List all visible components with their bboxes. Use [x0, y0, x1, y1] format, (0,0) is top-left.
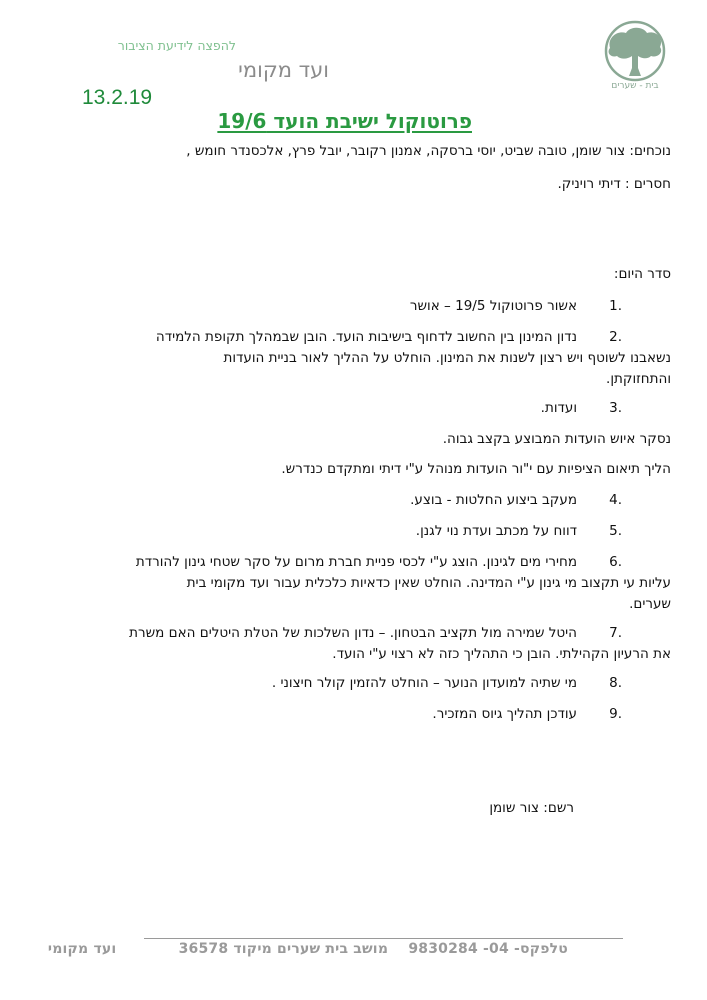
distribution-tagline: להפצה לידיעת הציבור — [117, 38, 236, 53]
agenda-item-number: 4. — [609, 492, 622, 508]
agenda-item-number: 5. — [609, 523, 622, 539]
agenda-item-number: 3. — [609, 400, 622, 416]
agenda-item-continuation: עליות עי תקצוב מי גינון ע"י המדינה. הוחלט שאין כדאיות כלכלית עבור ועד מקומי בית — [186, 575, 671, 591]
agenda-item-text: היטל שמירה מול תקציב הבטחון. – נדון השלכות של הטלת היטלים האם משרת — [129, 625, 577, 641]
agenda-item — [17, 552, 622, 573]
agenda-item — [17, 490, 622, 511]
agenda-item-text: מחירי מים לגינון. הוצג ע"י לכסי פניית חברת מרום על סקר שטחי גינון להורדת — [135, 554, 577, 570]
absentees-line: חסרים : דיתי רויניק. — [557, 176, 671, 192]
committee-title: ועד מקומי — [238, 58, 329, 82]
meeting-date: 13.2.19 — [82, 86, 153, 109]
document-title: פרוטוקול ישיבת הועד 19/6 — [217, 109, 472, 133]
agenda-item — [17, 704, 622, 725]
footer-divider — [144, 938, 623, 939]
agenda-item-text: מי שתיה למועדון הנוער – הוחלט להזמין קולר חיצוני . — [271, 675, 577, 691]
tree-logo-icon — [597, 20, 675, 90]
agenda-note: נסקר איוש הועדות המבוצע בקצב גבוה. — [442, 431, 671, 447]
recorder-line: רשם: צור שומן — [489, 800, 574, 816]
agenda-item-text: נדון המינון בין החשוב לדחוף בישיבות הועד. הובן שבמהלך תקופת הלמידה — [155, 329, 577, 345]
agenda-item-text: ועדות. — [540, 400, 577, 416]
agenda-item — [17, 623, 622, 644]
agenda-item-text: דווח על מכתב ועדת נוי לגנן. — [415, 523, 577, 539]
footer-contact — [48, 941, 568, 957]
agenda-note: הליך תיאום הציפיות עם י"ור הועדות מנוהל ע"י דיתי ומתקדם כנדרש. — [281, 461, 671, 477]
agenda-item-number: 1. — [609, 298, 622, 314]
footer-org: ועד מקומי — [47, 941, 117, 957]
agenda-item-continuation: שערים. — [629, 596, 671, 612]
agenda-item-continuation: והתחזוקתן. — [606, 371, 671, 387]
agenda-item-number: 8. — [609, 675, 622, 691]
attendees-line: נוכחים: צור שומן, טובה שביט, יוסי ברסקה, אמנון רקובר, יובל פרץ, אלכסנדר חומש , — [186, 143, 671, 159]
agenda-item — [17, 296, 622, 317]
logo-caption: בית - שערים — [611, 81, 659, 90]
agenda-item-number: 7. — [609, 625, 622, 641]
agenda-item-continuation: את הרעיון הקהילתי. הובן כי התהליך כזה לא רצוי ע"י הועד. — [332, 646, 671, 662]
agenda-item — [17, 327, 622, 348]
agenda-item-text: מעקב ביצוע החלטות - בוצע. — [410, 492, 577, 508]
footer-address: מושב בית שערים מיקוד 36578 — [178, 941, 389, 957]
agenda-item — [17, 673, 622, 694]
agenda-item-number: 6. — [609, 554, 622, 570]
agenda-item-number: 9. — [609, 706, 622, 722]
agenda-item-text: אשור פרוטוקול 19/5 – אושר — [409, 298, 577, 314]
agenda-item-continuation: נשאבנו לשוטף ויש רצון לשנות את המינון. הוחלט על ההליך לאור בניית הועדות — [223, 350, 671, 366]
agenda-heading: סדר היום: — [613, 266, 671, 282]
footer-phone: טלפקס- 04- 9830284 — [408, 941, 568, 957]
agenda-item-text: עודכן תהליך גיוס המזכיר. — [432, 706, 577, 722]
agenda-item — [17, 521, 622, 542]
agenda-item — [17, 398, 622, 419]
agenda-item-number: 2. — [609, 329, 622, 345]
